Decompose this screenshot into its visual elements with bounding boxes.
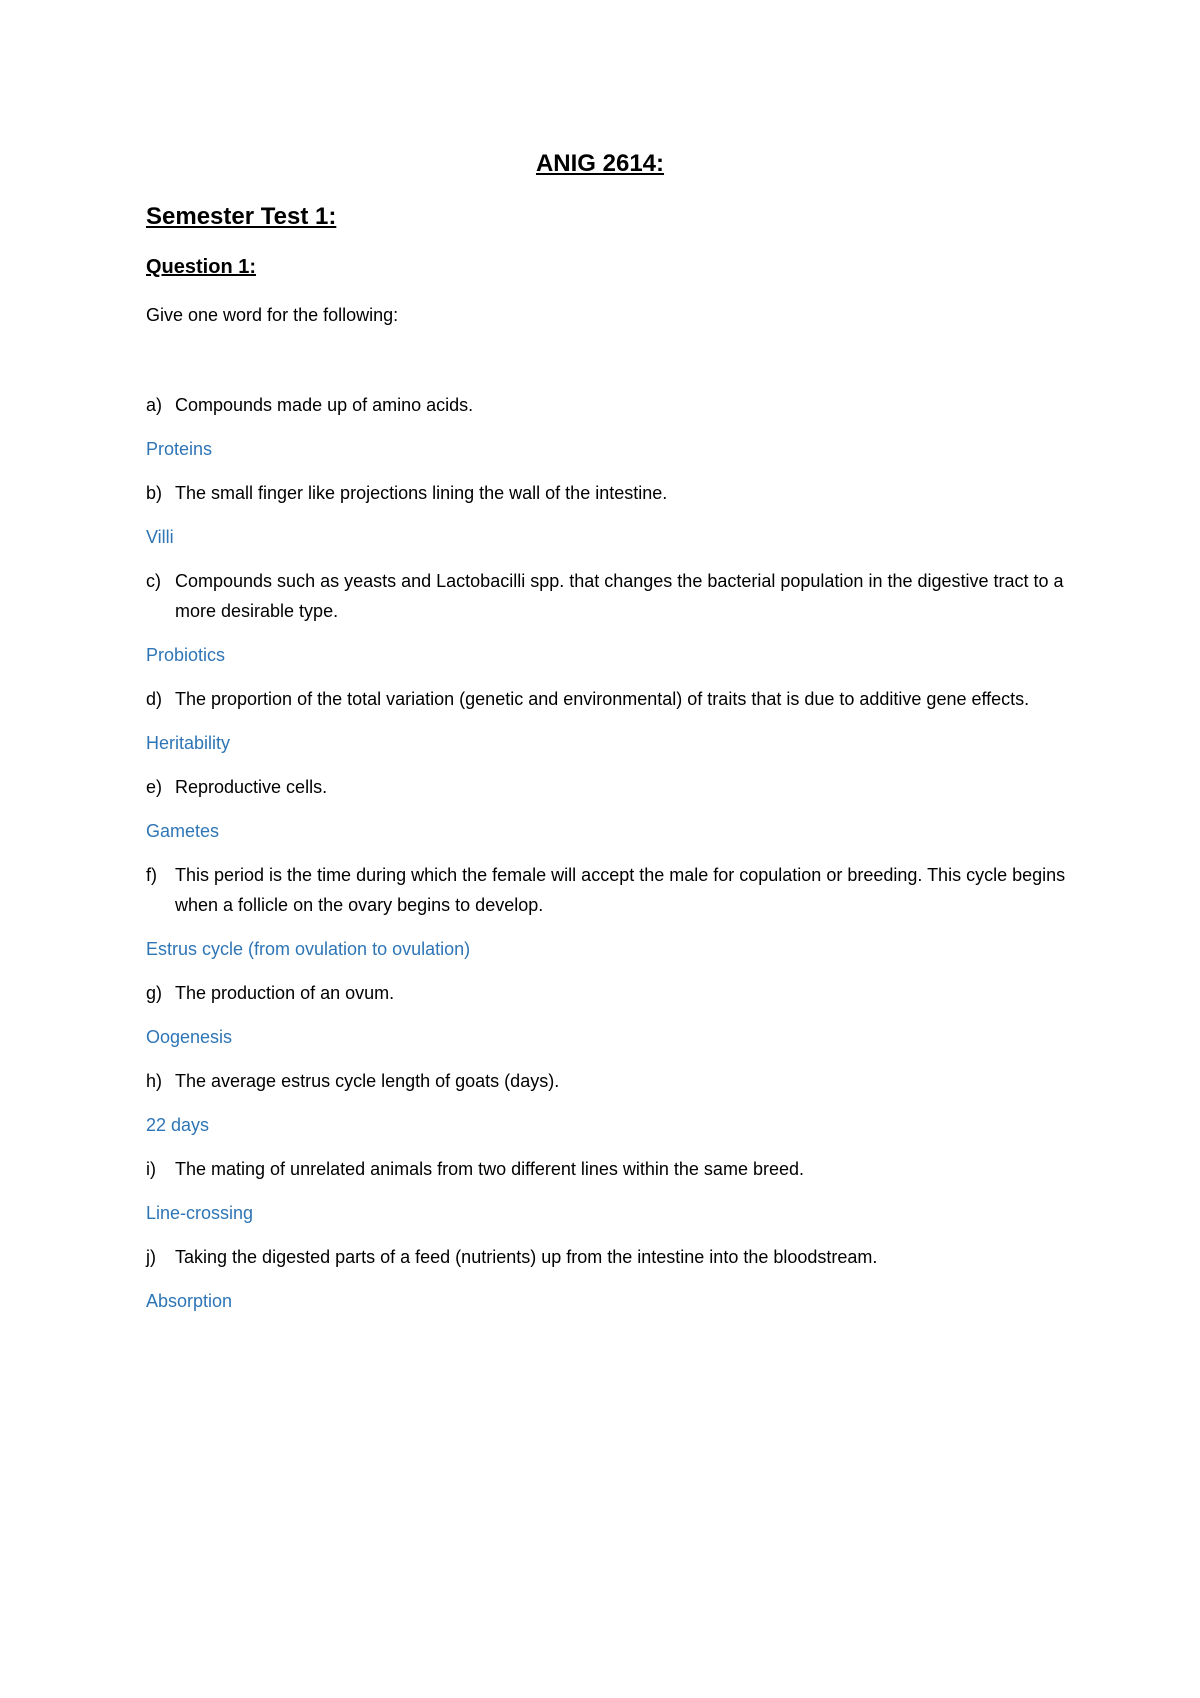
list-item	[146, 860, 1066, 964]
question-row	[146, 978, 1066, 1008]
question-title: Question 1:	[146, 256, 257, 278]
list-item	[146, 684, 1066, 758]
question-text: Reproductive cells.	[175, 777, 328, 797]
question-row	[146, 860, 1066, 920]
question-row	[146, 772, 1066, 802]
question-letter: j)	[146, 1247, 156, 1267]
question-row	[146, 566, 1066, 626]
question-text: The mating of unrelated animals from two different lines within the same breed.	[175, 1159, 804, 1179]
question-letter: e)	[146, 777, 163, 797]
list-item	[146, 1066, 1066, 1140]
question-row	[146, 390, 1066, 420]
list-item	[146, 390, 1066, 464]
list-item	[146, 772, 1066, 846]
question-text: The proportion of the total variation (genetic and environmental) of traits that is due to additive gene effects.	[175, 689, 1030, 709]
question-text: The small finger like projections lining the wall of the intestine.	[175, 483, 668, 503]
question-letter: g)	[146, 983, 163, 1003]
document-title: ANIG 2614:	[535, 150, 665, 177]
question-text: The production of an ovum.	[175, 983, 395, 1003]
question-list	[146, 390, 1066, 1330]
question-row	[146, 478, 1066, 508]
answer-text: 22 days	[146, 1115, 210, 1135]
list-item	[146, 978, 1066, 1052]
question-letter: i)	[146, 1159, 156, 1179]
question-row	[146, 1154, 1066, 1184]
answer-text: Proteins	[146, 439, 213, 459]
question-letter: f)	[146, 865, 157, 885]
answer-text: Estrus cycle (from ovulation to ovulation)	[146, 939, 471, 959]
list-item	[146, 1242, 1066, 1316]
answer-text: Heritability	[146, 733, 231, 753]
list-item	[146, 1154, 1066, 1228]
answer-text: Gametes	[146, 821, 220, 841]
question-letter: b)	[146, 483, 163, 503]
question-row	[146, 684, 1066, 714]
question-letter: h)	[146, 1071, 163, 1091]
question-letter: c)	[146, 571, 161, 591]
question-text: This period is the time during which the female will accept the male for copulation or breeding. This cycle begins when a follicle on the ovary begins to develop.	[175, 865, 1066, 915]
question-text: Compounds such as yeasts and Lactobacilli spp. that changes the bacterial population in the digestive tract to a more desirable type.	[175, 571, 1064, 621]
list-item	[146, 478, 1066, 552]
question-row	[146, 1242, 1066, 1272]
answer-text: Absorption	[146, 1291, 233, 1311]
test-title: Semester Test 1:	[146, 203, 337, 230]
question-letter: d)	[146, 689, 163, 709]
question-text: Taking the digested parts of a feed (nutrients) up from the intestine into the bloodstream.	[175, 1247, 878, 1267]
answer-text: Probiotics	[146, 645, 226, 665]
answer-text: Villi	[146, 527, 174, 547]
list-item	[146, 566, 1066, 670]
question-text: Compounds made up of amino acids.	[175, 395, 474, 415]
answer-text: Oogenesis	[146, 1027, 233, 1047]
question-row	[146, 1066, 1066, 1096]
instruction-text: Give one word for the following:	[146, 305, 399, 325]
answer-text: Line-crossing	[146, 1203, 254, 1223]
question-text: The average estrus cycle length of goats (days).	[175, 1071, 560, 1091]
question-letter: a)	[146, 395, 163, 415]
